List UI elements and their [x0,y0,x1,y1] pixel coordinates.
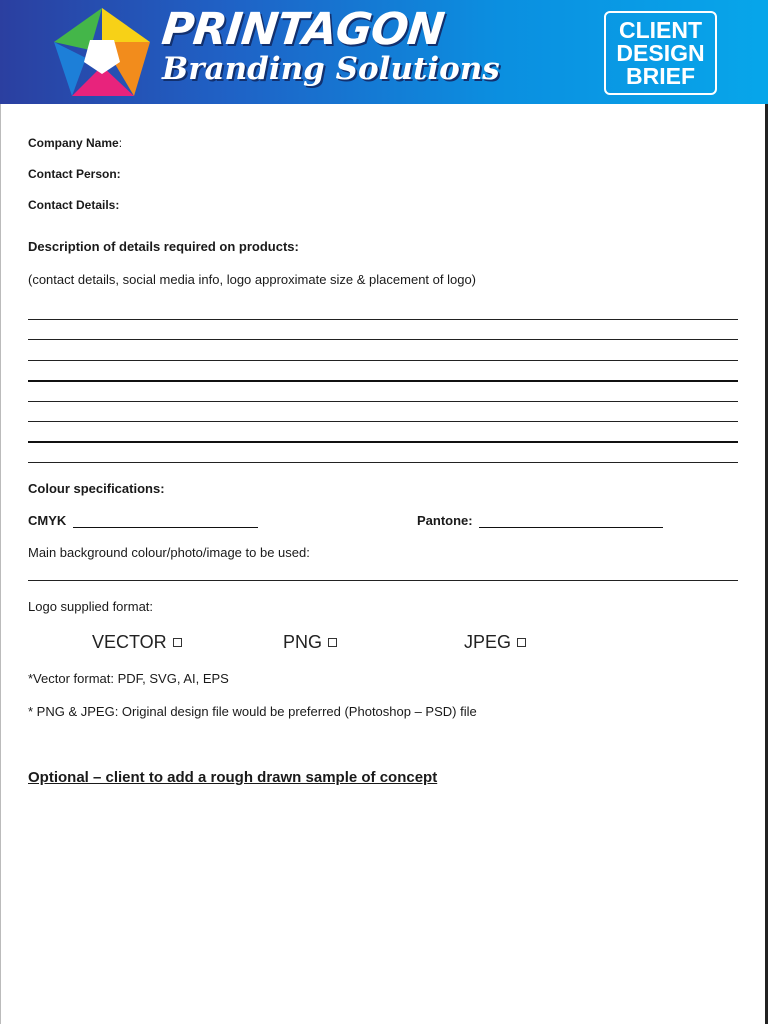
printagon-logo-icon [50,6,154,98]
brand-title: PRINTAGON [159,4,447,55]
brand-subtitle: Branding Solutions [162,51,500,87]
contact-details-label: Contact Details: [28,198,120,212]
brief-line-brief: BRIEF [626,62,695,89]
writing-line[interactable] [28,421,738,422]
background-colour-label: Main background colour/photo/image to be used: [28,545,310,560]
pantone-input-line[interactable] [479,527,663,528]
writing-line[interactable] [28,380,738,382]
optional-concept-heading: Optional – client to add a rough drawn sample of concept [28,769,438,786]
description-hint: (contact details, social media info, logo approximate size & placement of logo) [28,272,477,287]
contact-person-label: Contact Person: [28,167,121,181]
company-name-label: Company Name: [28,136,123,150]
png-checkbox[interactable] [328,638,337,647]
background-colour-input-line[interactable] [28,580,738,581]
vector-option[interactable] [92,632,182,653]
writing-line[interactable] [28,441,738,443]
vector-option-label: VECTOR [92,632,167,652]
cmyk-field [28,513,258,528]
writing-line[interactable] [28,319,738,320]
jpeg-option[interactable] [464,632,526,653]
logo-format-label: Logo supplied format: [28,599,154,614]
description-heading: Description of details required on products: [28,239,299,254]
colour-specifications-heading: Colour specifications: [28,481,165,496]
page-border-left [0,104,1,1024]
writing-line[interactable] [28,360,738,361]
jpeg-option-label: JPEG [464,632,512,652]
cmyk-input-line[interactable] [73,527,258,528]
png-option[interactable] [283,632,337,653]
pantone-field [417,513,663,528]
cmyk-label: CMYK [28,513,67,528]
writing-line[interactable] [28,339,738,340]
pantone-label: Pantone: [417,513,473,528]
brief-line-client: CLIENT [618,16,703,43]
jpeg-checkbox[interactable] [517,638,526,647]
vector-checkbox[interactable] [173,638,182,647]
client-design-brief-badge [604,11,717,95]
png-option-label: PNG [283,632,323,652]
brief-line-design: DESIGN [616,39,705,66]
vector-format-note: *Vector format: PDF, SVG, AI, EPS [28,671,229,686]
header-banner [0,0,768,104]
writing-line[interactable] [28,401,738,402]
png-jpeg-note: * PNG & JPEG: Original design file would be preferred (Photoshop – PSD) file [28,704,477,719]
writing-line[interactable] [28,462,738,463]
